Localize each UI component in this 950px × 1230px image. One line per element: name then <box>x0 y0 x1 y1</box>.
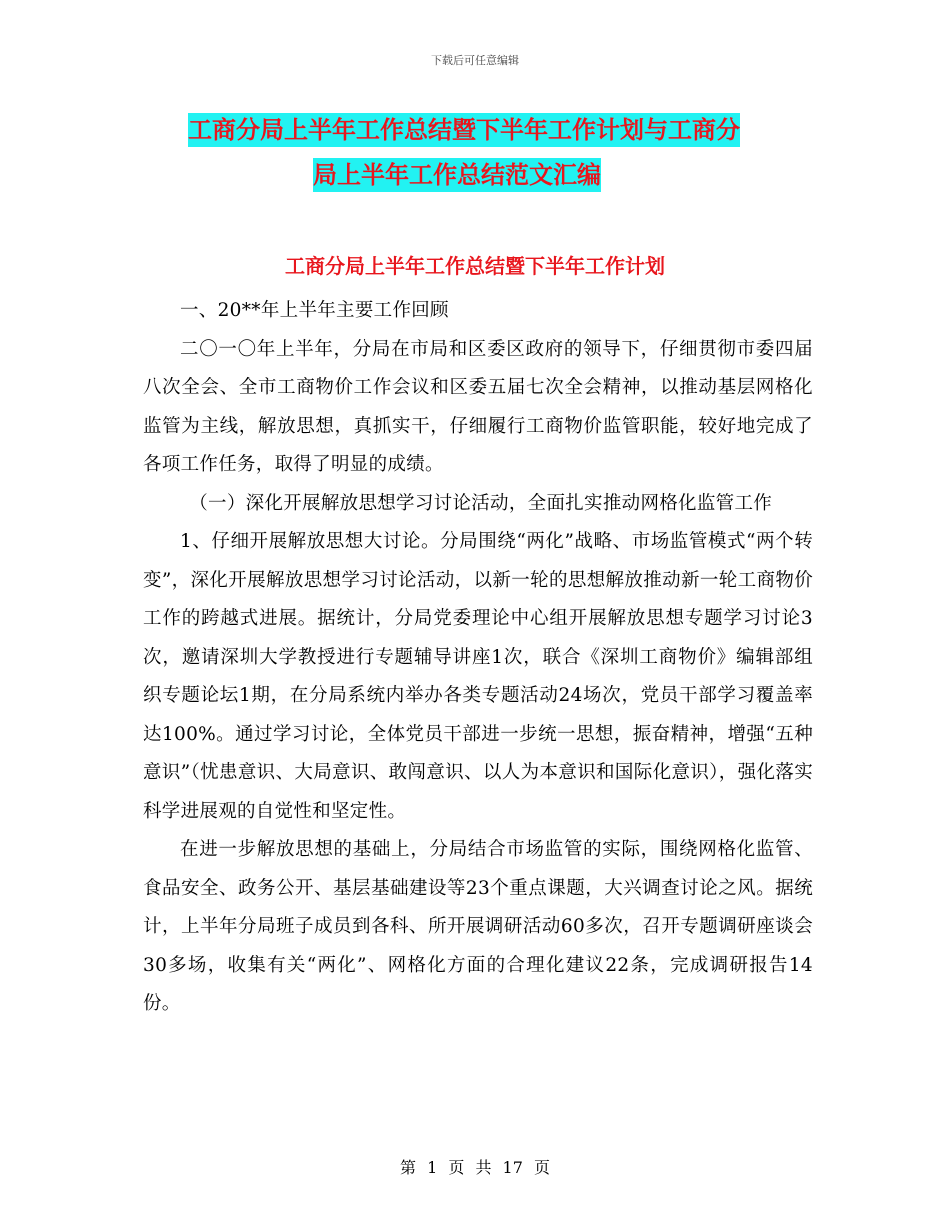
title-line-2: 局上半年工作总结范文汇编 <box>313 158 601 192</box>
heading-review: 一、20**年上半年主要工作回顾 <box>180 300 449 321</box>
body-text <box>143 292 813 1024</box>
document-title <box>188 108 828 198</box>
header-note: 下载后可任意编辑 <box>431 54 519 67</box>
section-title: 工商分局上半年工作总结暨下半年工作计划 <box>285 254 665 278</box>
heading-subsection-1: （一）深化开展解放思想学习讨论活动，全面扎实推动网格化监管工作 <box>189 492 773 514</box>
title-line-1: 工商分局上半年工作总结暨下半年工作计划与工商分 <box>188 113 740 147</box>
paragraph-discussion: 1、仔细开展解放思想大讨论。分局围绕“两化”战略、市场监管模式“两个转变”，深化开展解放思想学习讨论活动，以新一轮的思想解放推动新一轮工商物价工作的跨越式进展。据统计，分局党委理论中心组开展解放思想专题学习讨论3次，邀请深圳大学教授进行专题辅导讲座1次，联合《深圳工商物价》编辑部组织专题论坛1期，在分局系统内举办各类专题活动24场次，党员干部学习覆盖率达100%。通过学习讨论，全体党员干部进一步统一思想，振奋精神，增强“五种意识”（忧患意识、大局意识、敢闯意识、以人为本意识和国际化意识），强化落实科学进展观的自觉性和坚定性。 <box>143 531 813 822</box>
paragraph-intro: 二〇一〇年上半年，分局在市局和区委区政府的领导下，仔细贯彻市委四届八次全会、全市工商物价工作会议和区委五届七次全会精神，以推动基层网格化监管为主线，解放思想，真抓实干，仔细履行工商物价监管职能，较好地完成了各项工作任务，取得了明显的成绩。 <box>143 338 813 475</box>
paragraph-research: 在进一步解放思想的基础上，分局结合市场监管的实际，围绕网格化监管、食品安全、政务公开、基层基础建设等23个重点课题，大兴调查讨论之风。据统计，上半年分局班子成员到各科、所开展调研活动60多次，召开专题调研座谈会30多场，收集有关“两化”、网格化方面的合理化建议22条，完成调研报告14份。 <box>143 839 813 1014</box>
page-footer: 第 1 页 共 17 页 <box>400 1158 550 1177</box>
